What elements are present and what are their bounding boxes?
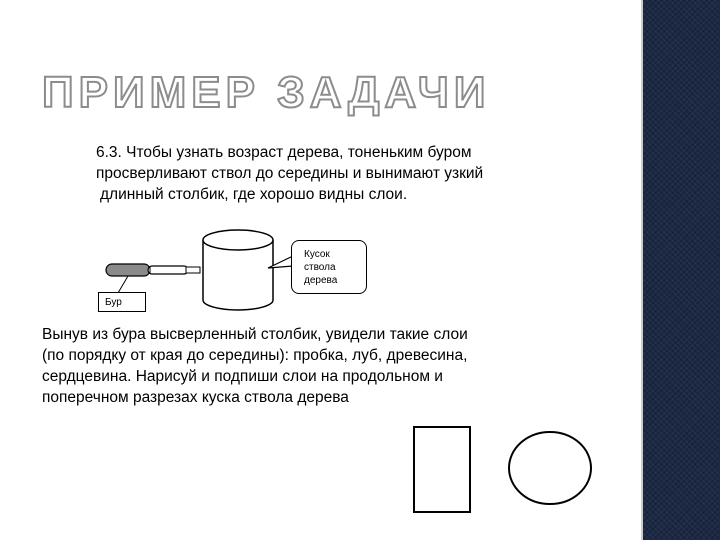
question-text — [42, 324, 602, 408]
cross-section-circle — [509, 432, 591, 504]
page-title: ПРИМЕР ЗАДАЧИ — [42, 68, 491, 117]
callout-line: ствола — [304, 262, 336, 273]
drill-pointer-line — [118, 276, 128, 293]
callout-line: Кусок — [304, 249, 330, 260]
callout-line: дерева — [304, 275, 338, 286]
task-line: просверливают ствол до середины и вынимают узкий — [96, 165, 484, 182]
task-line: длинный столбик, где хорошо видны слои. — [100, 186, 408, 203]
longitudinal-section-box — [414, 427, 470, 512]
question-line: Вынув из бура высверленный столбик, увидели такие слои — [42, 326, 468, 343]
drill-icon — [106, 264, 188, 276]
drill-tip — [186, 267, 200, 273]
question-line: сердцевина. Нарисуй и подпиши слои на продольном и — [42, 368, 443, 385]
question-line: поперечном разрезах куска ствола дерева — [42, 389, 349, 406]
task-line: 6.3. Чтобы узнать возраст дерева, тоненьким буром — [96, 144, 472, 161]
trunk-callout — [291, 240, 367, 294]
question-line: (по порядку от края до середины): пробка, луб, древесина, — [42, 347, 468, 364]
drill-label: Бур — [98, 292, 146, 312]
trunk-cylinder-icon — [203, 230, 273, 310]
